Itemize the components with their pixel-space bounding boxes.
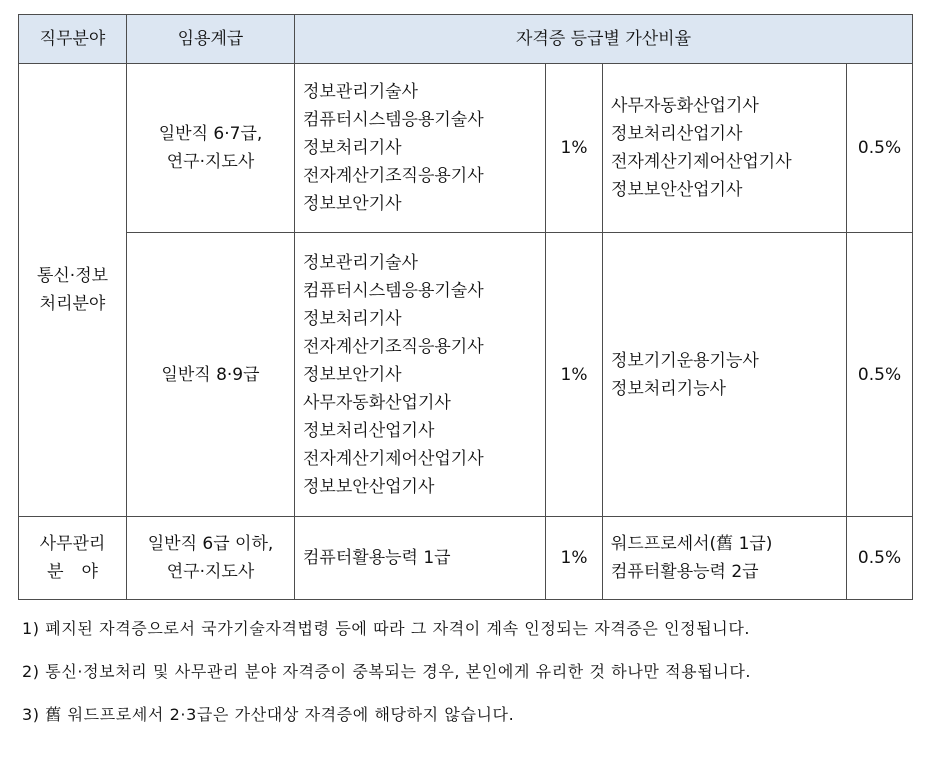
field-it-line: 처리분야: [39, 294, 106, 314]
cert-item: 전자계산기조직응용기사: [303, 336, 484, 357]
cert-item: 정보처리기능사: [611, 378, 726, 399]
footnotes: [22, 618, 751, 747]
header-grade: 임용계급: [127, 15, 295, 64]
cert-item: 정보보안기사: [303, 364, 402, 385]
rate-a-cell: 1%: [546, 233, 603, 517]
grade-line: 연구·지도사: [166, 152, 255, 172]
field-office-cell: [19, 517, 127, 600]
cert-list-a: [295, 233, 546, 517]
grade-cell: [127, 64, 295, 233]
grade-cell: [127, 517, 295, 600]
footnote-item: 2) 통신·정보처리 및 사무관리 분야 자격증이 중복되는 경우, 본인에게 유리한 것 하나만 적용됩니다.: [22, 662, 752, 681]
table-row: [19, 517, 913, 600]
cert-item: 워드프로세서(舊 1급): [611, 534, 773, 554]
cert-list-a: [295, 64, 546, 233]
cert-item: 전자계산기조직응용기사: [303, 166, 484, 186]
header-job-field: 직무분야: [19, 15, 127, 64]
footnote-item: 3) 舊 워드프로세서 2·3급은 가산대상 자격증에 해당하지 않습니다.: [22, 705, 515, 724]
cert-item: 전자계산기제어산업기사: [303, 448, 484, 469]
cert-item: 컴퓨터시스템응용기술사: [303, 280, 484, 301]
cert-list-b: [603, 64, 847, 233]
rate-b-cell: 0.5%: [847, 233, 913, 517]
cert-item: 정보기기운용기능사: [611, 350, 759, 371]
cert-item: 전자계산기제어산업기사: [611, 152, 792, 172]
cert-list-b: [603, 233, 847, 517]
cert-list-b: [603, 517, 847, 600]
cert-item: 정보처리기사: [303, 308, 402, 329]
cert-item: 정보보안산업기사: [611, 180, 743, 200]
cert-item: 정보관리기술사: [303, 252, 418, 273]
cert-list-a: [295, 517, 546, 600]
certificate-bonus-table: [18, 14, 913, 600]
table-row: [19, 64, 913, 233]
grade-cell: [127, 233, 295, 517]
cert-item: 컴퓨터활용능력 2급: [611, 562, 759, 582]
grade-line: 일반직 6·7급,: [158, 124, 263, 144]
rate-b-cell: 0.5%: [847, 517, 913, 600]
field-it-line: 통신·정보: [36, 266, 109, 286]
cert-item: 정보보안산업기사: [303, 476, 435, 497]
cert-item: 정보처리기사: [303, 138, 402, 158]
footnote-item: 1) 폐지된 자격증으로서 국가기술자격법령 등에 따라 그 자격이 계속 인정되는 자격증은 인정됩니다.: [22, 619, 751, 638]
field-office-char: 야: [81, 562, 98, 582]
cert-item: 정보관리기술사: [303, 82, 418, 102]
cert-item: 컴퓨터시스템응용기술사: [303, 110, 484, 130]
cert-item: 정보처리산업기사: [303, 420, 435, 441]
cert-item: 정보처리산업기사: [611, 124, 743, 144]
field-office-char: 분: [47, 562, 82, 582]
table-header-row: [19, 15, 913, 64]
cert-item: 정보보안기사: [303, 194, 402, 214]
table-row: [19, 233, 913, 517]
field-it-cell: [19, 64, 127, 517]
grade-line: 연구·지도사: [166, 562, 255, 582]
cert-item: 컴퓨터활용능력 1급: [303, 548, 451, 568]
cert-item: 사무자동화산업기사: [303, 392, 451, 413]
cert-item: 사무자동화산업기사: [611, 96, 759, 116]
field-office-line: [27, 558, 118, 586]
grade-line: 일반직 8·9급: [161, 364, 260, 385]
rate-a-cell: 1%: [546, 517, 603, 600]
field-office-line: 사무관리: [39, 534, 106, 554]
rate-b-cell: 0.5%: [847, 64, 913, 233]
grade-line: 일반직 6급 이하,: [147, 534, 274, 554]
header-bonus-rate: 자격증 등급별 가산비율: [295, 15, 913, 64]
rate-a-cell: 1%: [546, 64, 603, 233]
